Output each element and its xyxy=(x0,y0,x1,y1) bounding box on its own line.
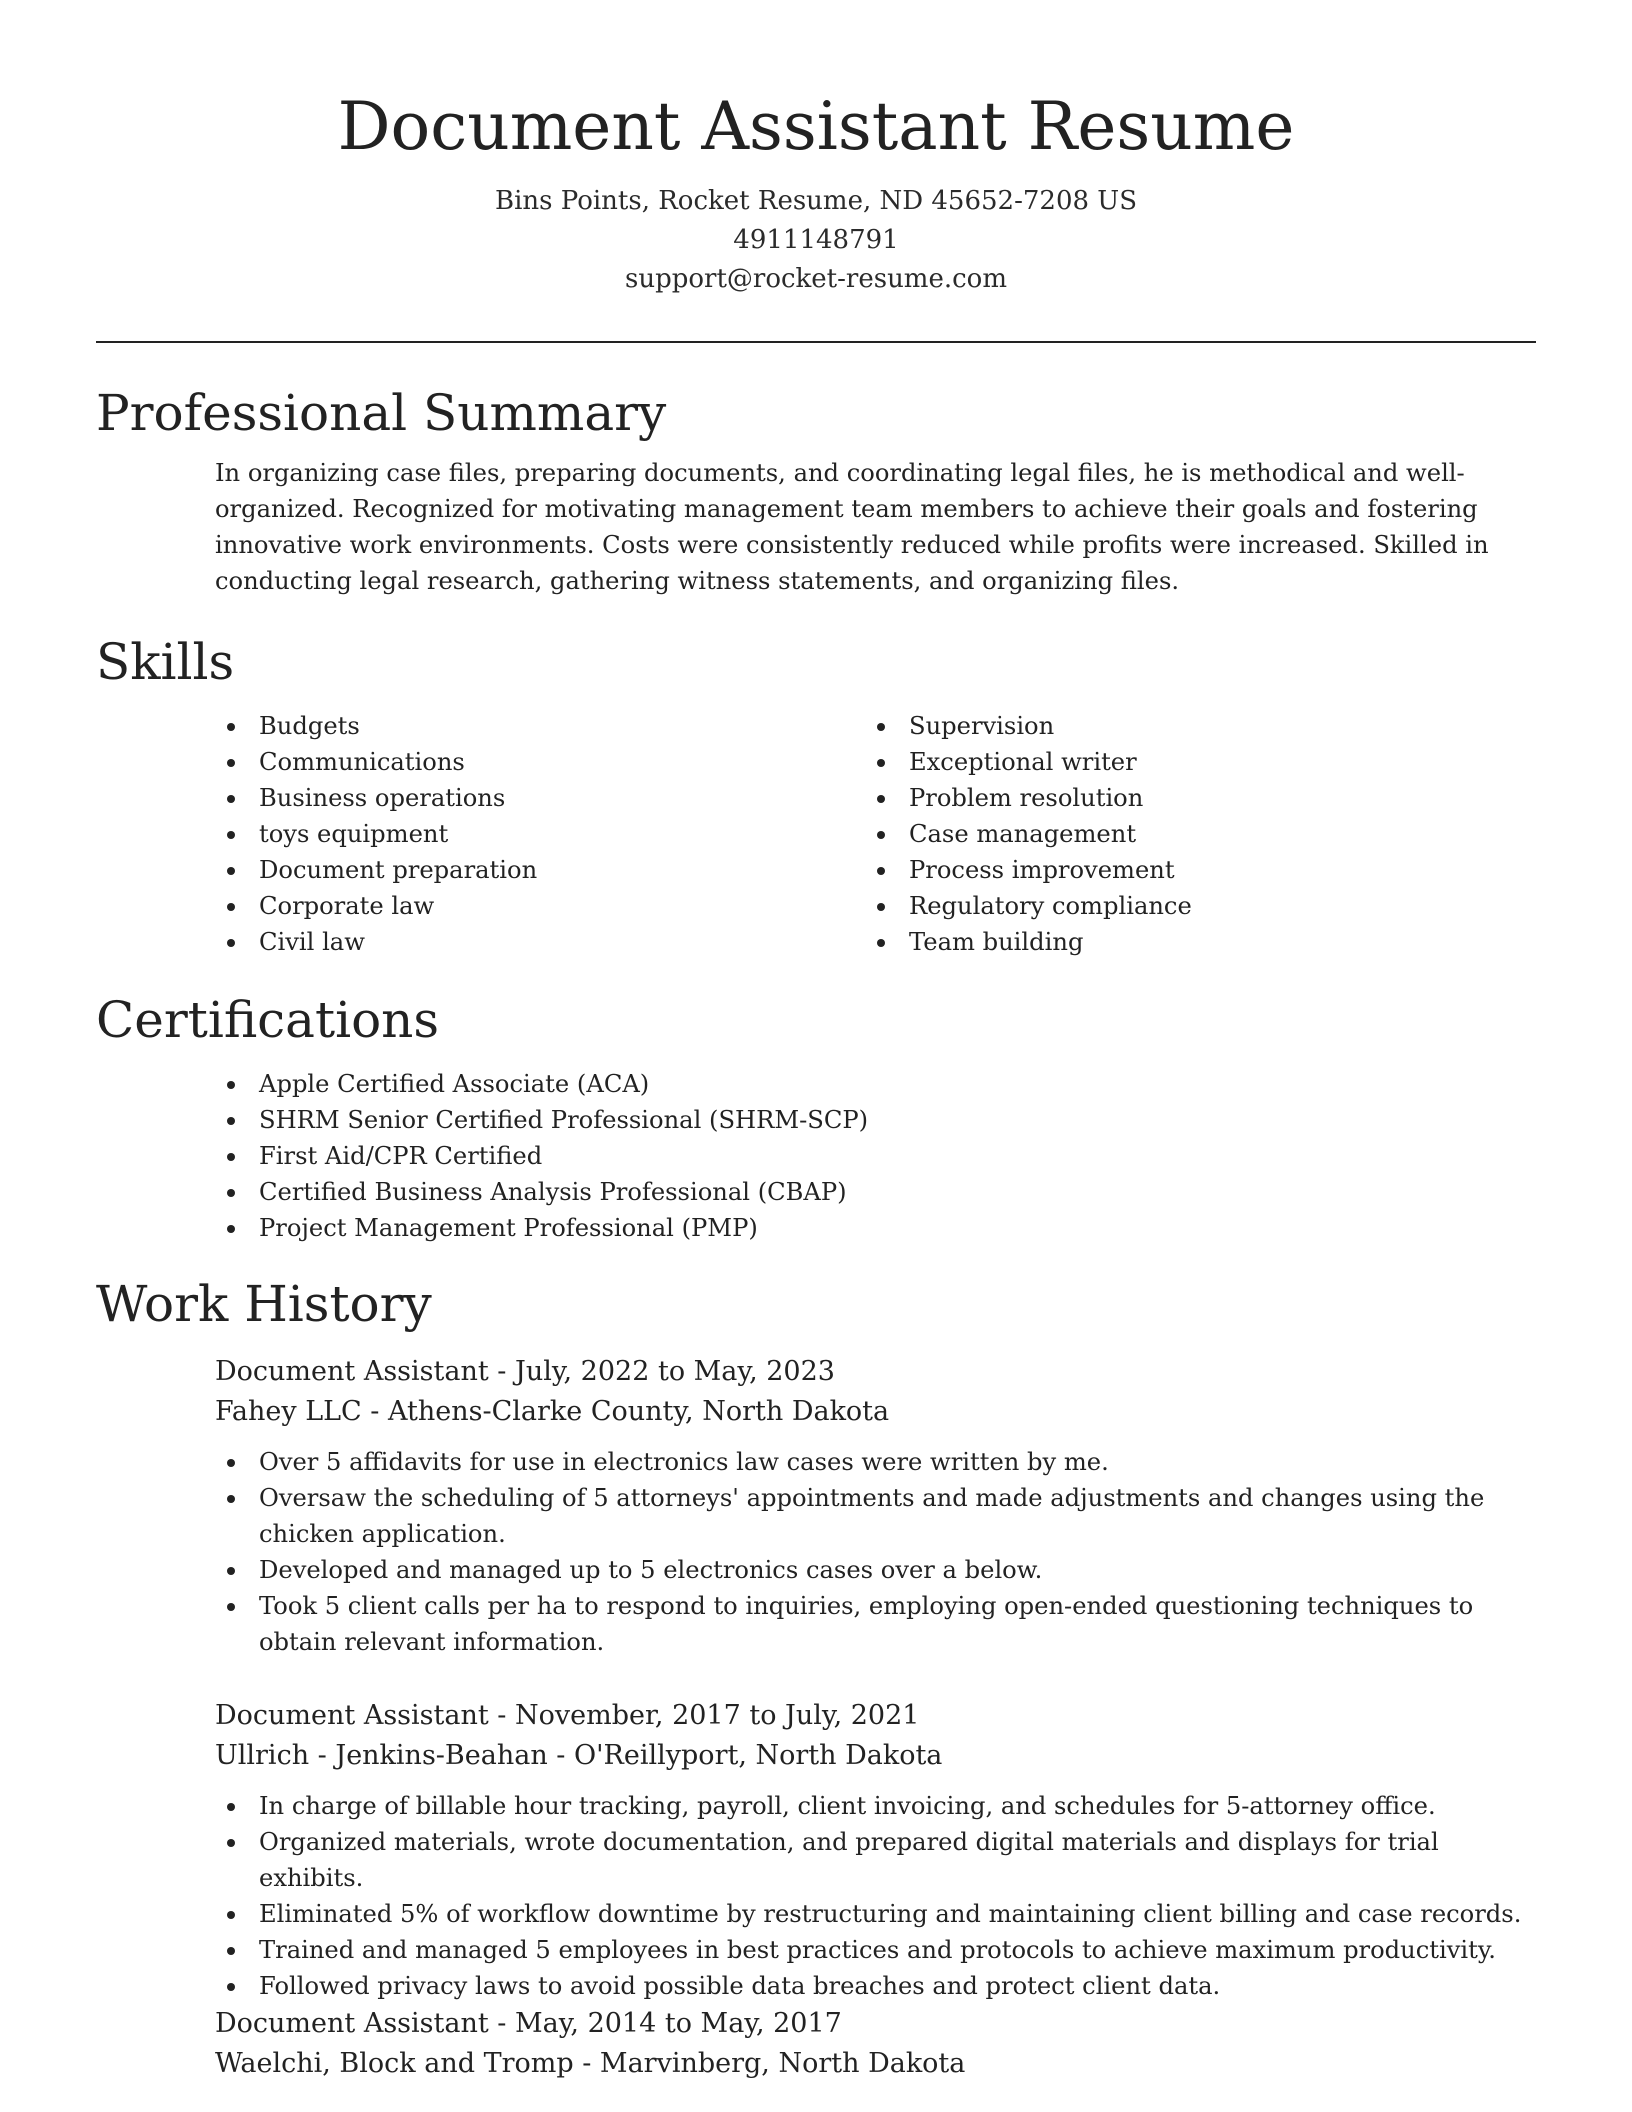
certification-item: First Aid/CPR Certified xyxy=(215,1138,1536,1174)
job-bullet: Trained and managed 5 employees in best practices and protocols to achieve maximum productivity. xyxy=(215,1932,1536,1968)
job-company-line: Ullrich - Jenkins-Beahan - O'Reillyport, North Dakota xyxy=(215,1740,943,1771)
skill-item: Communications xyxy=(215,744,815,780)
job-bullet: In charge of billable hour tracking, payroll, client invoicing, and schedules for 5-attorney office. xyxy=(215,1788,1536,1824)
skills-right-list xyxy=(865,708,1465,960)
summary-section xyxy=(96,381,1536,599)
job-company-line: Fahey LLC - Athens-Clarke County, North Dakota xyxy=(215,1396,890,1427)
resume-title: Document Assistant Resume xyxy=(337,88,1295,165)
header-divider xyxy=(96,341,1536,343)
skill-item: Regulatory compliance xyxy=(865,888,1465,924)
job-entry xyxy=(96,2004,1536,2084)
job-bullet: Over 5 affidavits for use in electronics law cases were written by me. xyxy=(215,1444,1536,1480)
job-entry xyxy=(96,1696,1536,2004)
job-bullets xyxy=(215,1444,1536,1660)
contact-address: Bins Points, Rocket Resume, ND 45652-7208 US xyxy=(494,186,1138,216)
contact-email: support@rocket-resume.com xyxy=(624,264,1007,294)
summary-text: In organizing case files, preparing documents, and coordinating legal files, he is methodical and well-organized. Recognized for motivating management team members to achieve their goals and fostering innovative work environments. Costs were consistently reduced while profits were increased. Skilled in conducting legal research, gathering witness statements, and organizing files. xyxy=(215,459,1489,595)
job-bullet: Oversaw the scheduling of 5 attorneys' appointments and made adjustments and changes using the chicken application. xyxy=(215,1480,1536,1552)
skill-item: Corporate law xyxy=(215,888,815,924)
skills-columns xyxy=(96,708,1536,968)
resume-header xyxy=(0,82,1632,299)
certification-item: SHRM Senior Certified Professional (SHRM-SCP) xyxy=(215,1102,1536,1138)
skill-item: toys equipment xyxy=(215,816,815,852)
contact-phone: 4911148791 xyxy=(733,225,899,255)
job-company-line: Waelchi, Block and Tromp - Marvinberg, North Dakota xyxy=(215,2048,966,2079)
work-history-section xyxy=(96,1272,1536,1336)
skill-item: Process improvement xyxy=(865,852,1465,888)
job-bullet: Took 5 client calls per ha to respond to inquiries, employing open-ended questioning techniques to obtain relevant information. xyxy=(215,1588,1536,1660)
job-bullet: Followed privacy laws to avoid possible data breaches and protect client data. xyxy=(215,1968,1536,2004)
certifications-section xyxy=(96,988,1536,1246)
skill-item: Business operations xyxy=(215,780,815,816)
skill-item: Civil law xyxy=(215,924,815,960)
certifications-heading: Certifications xyxy=(96,991,440,1049)
skill-item: Case management xyxy=(865,816,1465,852)
certification-item: Apple Certified Associate (ACA) xyxy=(215,1066,1536,1102)
skill-item: Supervision xyxy=(865,708,1465,744)
skills-heading: Skills xyxy=(96,633,235,691)
job-bullets xyxy=(215,1788,1536,2004)
job-title-line: Document Assistant - May, 2014 to May, 2017 xyxy=(215,2008,842,2039)
job-bullet: Eliminated 5% of workflow downtime by restructuring and maintaining client billing and case records. xyxy=(215,1896,1536,1932)
summary-heading: Professional Summary xyxy=(96,384,667,442)
skill-item: Exceptional writer xyxy=(865,744,1465,780)
job-entry xyxy=(96,1352,1536,1660)
skill-item: Problem resolution xyxy=(865,780,1465,816)
skill-item: Team building xyxy=(865,924,1465,960)
contact-info xyxy=(0,182,1632,299)
skill-item: Document preparation xyxy=(215,852,815,888)
skills-section xyxy=(96,630,1536,968)
job-bullet: Developed and managed up to 5 electronics cases over a below. xyxy=(215,1552,1536,1588)
certification-item: Certified Business Analysis Professional (CBAP) xyxy=(215,1174,1536,1210)
skills-left-list xyxy=(215,708,815,960)
certifications-list xyxy=(215,1066,1536,1246)
job-bullet: Organized materials, wrote documentation, and prepared digital materials and displays for trial exhibits. xyxy=(215,1824,1536,1896)
job-title-line: Document Assistant - July, 2022 to May, 2023 xyxy=(215,1356,835,1387)
skill-item: Budgets xyxy=(215,708,815,744)
certification-item: Project Management Professional (PMP) xyxy=(215,1210,1536,1246)
work-history-heading: Work History xyxy=(96,1275,432,1333)
job-title-line: Document Assistant - November, 2017 to July, 2021 xyxy=(215,1700,920,1731)
